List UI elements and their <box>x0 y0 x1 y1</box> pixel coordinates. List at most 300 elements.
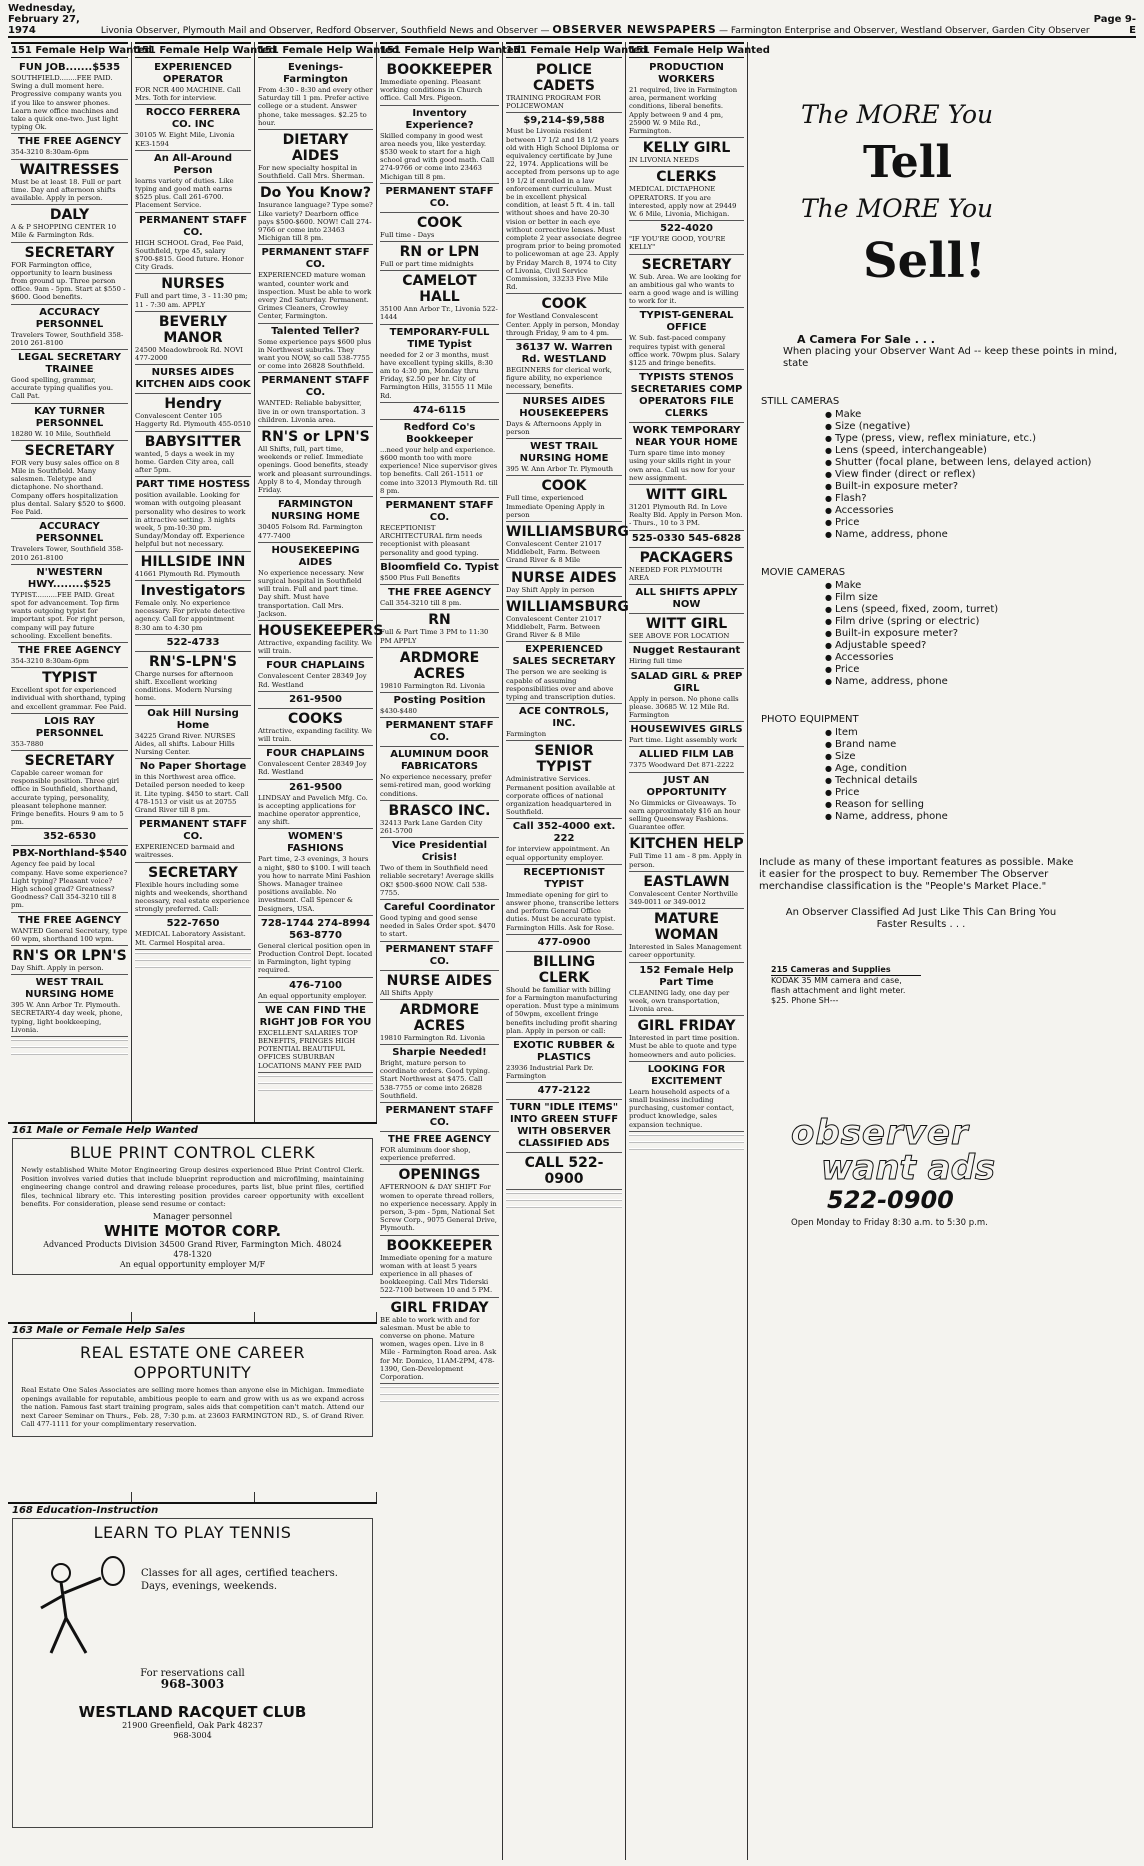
classified-ad <box>380 184 499 213</box>
classified-ad <box>135 312 251 365</box>
ad-box <box>12 1138 373 1275</box>
classified-ad <box>506 952 622 1038</box>
ad-heading: Oak Hill Nursing Home <box>147 707 239 731</box>
ad-heading: PERMANENT STAFF CO. <box>385 500 494 524</box>
ad-heading: FUN JOB.......$535 <box>18 62 121 73</box>
ad-text: An equal opportunity employer. <box>258 991 367 1000</box>
ad-heading: CLERKS <box>656 169 717 186</box>
ad-text: Apply in person. No phone calls please. 30685 W. 12 Mile Rd. Farmington <box>629 694 739 719</box>
ad-heading: ARDMORE ACRES <box>399 649 480 682</box>
column-heading: 151 Female Help Wanted <box>380 42 499 58</box>
ad-heading: RN'S-LPN'S <box>149 653 237 670</box>
ad-heading: ALLIED FILM LAB <box>639 749 734 761</box>
classified-ad <box>11 846 128 912</box>
ad-text: Convalescent Center 28349 Joy Rd. Westland <box>258 672 367 689</box>
ad-text: learns variety of duties. Like typing and good math earns $525 plus. Call 261-6700. Placement Service. <box>135 176 234 210</box>
ad-heading: Vice Presidential Crisis! <box>391 840 488 864</box>
classified-ad <box>11 975 128 1037</box>
ad-heading: 477-2122 <box>537 1085 591 1097</box>
ad-text: Convalescent Center 105 Haggerty Rd. Plymouth 455-0510 <box>135 412 251 429</box>
checklist-item: ● Size <box>825 751 1133 763</box>
classified-ad <box>135 635 251 652</box>
classified-ad <box>380 585 499 610</box>
ad-text: Interested in Sales Management career opportunity. <box>629 943 742 960</box>
ad-text: Skilled company in good west area needs you, like yesterday. $530 week to start for a high school grad with good math. Call 274-9766 or come into 23463 Michigan till 8 pm. <box>380 131 495 181</box>
ad-heading: GIRL FRIDAY <box>390 1299 489 1316</box>
ad-heading: Evenings-Farmington <box>283 62 348 85</box>
ad-heading: RN'S or LPN'S <box>261 429 370 446</box>
ad-text: WANTED: Reliable babysitter, live in or own transportation. 3 children. Livonia area. <box>258 399 366 424</box>
promo-line-1: The MORE You <box>801 100 994 129</box>
ad-text: TYPIST..........FEE PAID. Great spot for advancement. Top firm wants outgoing typist for important spot. For right person, company will pay future schooling. Excellent benefits. <box>11 590 125 640</box>
ad-heading: WEST TRAIL NURSING HOME <box>25 977 114 1001</box>
ad-heading: THE FREE AGENCY <box>18 644 121 656</box>
checklist-item: ● Type (press, view, reflex miniature, etc.) <box>825 433 1133 445</box>
ad-text: Full & Part Time 3 PM to 11:30 PM APPLY <box>380 628 489 645</box>
ad-box <box>12 1518 373 1828</box>
classified-ad <box>629 370 744 423</box>
tennis-ad <box>8 1502 377 1860</box>
classified-ad <box>380 693 499 718</box>
ad-heading: THE FREE AGENCY <box>18 136 121 148</box>
classified-ad <box>506 1153 622 1190</box>
classified-ad <box>380 747 499 801</box>
classified-ad <box>506 704 622 741</box>
ad-heading: SENIOR TYPIST <box>534 743 594 776</box>
classified-ad <box>380 1298 499 1385</box>
ad-heading: Inventory Experience? <box>405 107 474 131</box>
ad-heading: THE FREE AGENCY <box>18 914 121 926</box>
ad-text: W. Sub. fast-paced company requires typist with general office work. 70wpm plus. Salary $125 and fringe benefits. <box>629 334 740 368</box>
ad-text: WANTED General Secretary, type 60 wpm, shorthand 100 wpm. <box>11 926 128 943</box>
promo-tagline: An Observer Classified Ad Just Like This Can Bring You Faster Results . . . <box>785 907 1057 930</box>
ad-text: Excellent spot for experienced individual with shorthand, typing and excellent grammar. Fee Paid. <box>11 686 127 711</box>
page-header <box>8 3 1136 38</box>
ad-heading: Call 352-4000 ext. 222 <box>512 821 616 845</box>
ad-text: Good typing and good sense needed in Sales Order spot. $470 to start. <box>380 913 496 939</box>
classified-ad <box>380 213 499 242</box>
ad-heading: FOUR CHAPLAINS <box>266 660 365 672</box>
ad-text: General clerical position open in Production Control Dept. located in Farmington, light typing required. <box>258 941 373 975</box>
ad-text: HIGH SCHOOL Grad, Fee Paid, Southfield, type 45, salary $700-$815. Good future. Honor City Grads. <box>135 238 244 272</box>
classified-ad <box>11 60 128 134</box>
camera-note: When placing your Observer Want Ad -- keep these points in mind, state <box>783 346 1118 369</box>
promo-sell: Sell! <box>863 233 986 289</box>
ad-heading: RN or LPN <box>399 244 480 261</box>
checklist-item: ● Name, address, phone <box>825 811 1133 823</box>
page-number: Page 9-E <box>1093 14 1136 36</box>
checklist-item: ● Flash? <box>825 493 1133 505</box>
checklist-item: ● Price <box>825 787 1133 799</box>
ad-heading: N'WESTERN HWY........$525 <box>27 566 112 590</box>
checklist-item: ● Technical details <box>825 775 1133 787</box>
fine-print-filler <box>11 1039 128 1057</box>
classified-ad <box>506 340 622 394</box>
classified-ad <box>629 963 744 1017</box>
logo-hours: Open Monday to Friday 8:30 a.m. to 5:30 p.m. <box>791 1218 988 1228</box>
checklist-item: ● Item <box>825 727 1133 739</box>
ad-text: position available. Looking for woman with outgoing pleasant personality who desires to work in attractive setting. 3 nights week, 5 pm-10:30 pm. Sunday/Monday off. Experience helpful but not necessary. <box>135 491 246 549</box>
ad-text: FOR NCR 400 MACHINE. Call Mrs. Toth for interview. <box>135 86 241 103</box>
ad-text: Immediate opening. Pleasant working conditions in Church office. Call Mrs. Pigeon. <box>380 78 483 103</box>
ad-text: BE able to work with and for salesman. Must be able to converse on phone. Mature women, wages open. Live in 8 Mile - Farmington Road area. Ask for Mr. Domico, 11AM-2PM, 478-1390, Gen-Development Corporation. <box>380 1315 497 1382</box>
classified-ad <box>11 404 128 441</box>
ad-heading: TYPIST <box>42 670 97 687</box>
ad-heading: SECRETARY <box>24 752 115 769</box>
ad-text: Must be at least 18. Full or part time. Day and afternoon shifts available. Apply in person. <box>11 177 122 203</box>
classified-ad <box>380 971 499 1000</box>
classified-ad <box>135 759 251 817</box>
ad-text: CLEANING lady, one day per week, own transportation, Livonia area. <box>629 988 730 1013</box>
fine-print-filler <box>258 1075 373 1093</box>
ad-text: 34225 Grand River. NURSES Aides, all shifts. Labour Hills Nursing Center. <box>135 731 236 756</box>
club-address: 21900 Greenfield, Oak Park 48237 <box>122 1721 263 1730</box>
photo-equipment-heading: PHOTO EQUIPMENT <box>761 714 859 725</box>
ad-text: FOR Farmington office, opportunity to learn business from ground up. Three person office. 9am - 5pm. Start at $550 - $600. Good benefits. <box>11 260 126 302</box>
classified-ad <box>506 439 622 476</box>
checklist-item: ● Film size <box>825 592 1133 604</box>
promo-column <box>748 42 1136 1860</box>
club-name: WESTLAND RACQUET CLUB <box>78 1703 307 1721</box>
ad-heading: $9,214-$9,588 <box>523 115 605 127</box>
ad-text: Flexible hours including some nights and weekends, shorthand necessary, real estate experience strongly preferred. Call: <box>135 880 250 914</box>
classified-ad <box>11 946 128 975</box>
ad-heading: LEGAL SECRETARY TRAINEE <box>17 352 122 376</box>
reservation-phone: 968-3003 <box>160 1677 225 1691</box>
checklist-item: ● Accessories <box>825 652 1133 664</box>
ad-heading: NURSE AIDES <box>386 972 493 989</box>
classified-ad <box>11 668 128 714</box>
ad-heading: BABYSITTER <box>144 433 242 450</box>
classified-ad <box>629 669 744 723</box>
sample-ad <box>771 965 921 1006</box>
ad-text: Should be familiar with billing for a Farmington manufacturing operation. Must type a minimum of 50wpm, excellent fringe benefits including profit sharing plan. Apply in person or call: <box>506 985 619 1035</box>
ad-heading: HILLSIDE INN <box>140 553 246 570</box>
classified-ad <box>11 441 128 519</box>
promo-paragraph: Include as many of these important features as possible. Make it easier for the prospect to buy. Remember The Observer merchandise classification is the "People's Market Place." <box>759 857 1074 892</box>
classified-ad <box>11 350 128 404</box>
checklist-item: ● View finder (direct or reflex) <box>825 469 1133 481</box>
logo-line-1: observer <box>791 1113 969 1153</box>
ad-heading: 261-9500 <box>289 693 342 705</box>
ad-heading: Do You Know? <box>260 185 371 202</box>
checklist-item: ● Name, address, phone <box>825 529 1133 541</box>
classified-ad <box>258 373 373 427</box>
classified-ad <box>258 324 373 374</box>
ad-heading: MATURE WOMAN <box>654 911 719 944</box>
classified-ad <box>380 1165 499 1235</box>
observer-want-ads-logo <box>791 1113 1031 1228</box>
ad-text: 41661 Plymouth Rd. Plymouth <box>135 569 240 578</box>
classified-ad <box>629 60 744 138</box>
checklist-item: ● Price <box>825 517 1133 529</box>
classified-ad <box>629 872 744 909</box>
classified-ad <box>135 60 251 105</box>
ad-text: Attractive, expanding facility. We will train. <box>258 726 372 743</box>
column-heading: 151 Female Help Wanted <box>258 42 373 58</box>
photo-equipment-list <box>825 727 1133 823</box>
classified-ad <box>629 909 744 962</box>
ad-text: Full or part time midnights <box>380 260 474 269</box>
ad-text: 18280 W. 10 Mile, Southfield <box>11 429 111 438</box>
blueprint-clerk-ad <box>8 1122 377 1312</box>
classified-ad <box>135 863 251 917</box>
ad-text: Day Shift Apply in person <box>506 585 595 594</box>
ad-heading: HOUSEKEEPING AIDES <box>271 544 360 568</box>
classified-ad <box>380 242 499 271</box>
ad-text: Part time. Light assembly work <box>629 736 737 745</box>
ad-text: Full time - Days <box>380 230 435 239</box>
ad-text: Travelers Tower, Southfield 358-2010 261-8100 <box>11 545 124 562</box>
ad-text: TRAINING PROGRAM FOR POLICEWOMAN <box>506 94 601 111</box>
classified-ad <box>506 1083 622 1100</box>
ad-heading: THE FREE AGENCY <box>388 1133 491 1145</box>
classified-ad <box>258 427 373 497</box>
ad-text: 24500 Meadowbrook Rd. NOVI 477-2000 <box>135 345 243 363</box>
classified-ad <box>135 706 251 760</box>
company-name: WHITE MOTOR CORP. <box>103 1221 282 1240</box>
column-heading: 151 Female Help Wanted <box>506 42 622 58</box>
ad-heading: EXPERIENCED SALES SECRETARY <box>512 644 616 668</box>
ad-heading: COOKS <box>287 710 343 727</box>
classified-ad <box>629 531 744 548</box>
ad-heading: 728-1744 274-8994 563-8770 <box>260 917 371 941</box>
ad-heading: NURSE AIDES <box>511 569 617 586</box>
classified-ad <box>380 1000 499 1045</box>
ad-heading: SALAD GIRL & PREP GIRL <box>630 670 743 694</box>
ad-text: All Shifts Apply <box>380 988 434 997</box>
classified-ad <box>135 477 251 551</box>
ad-body: Real Estate One Sales Associates are selling more homes than anyone else in Michigan. Immediate openings available for reputable, ambitious people to earn and grow with us as we expand across the nation. Famous fast start training program, sales aids that competition can't match. Attend our next Career Seminar on Thurs., Feb. 28, 7:30 p.m. at 23603 FARMINGTON RD., S. of Grand River. Call 477-1111 for your complimentary reservation. <box>21 1386 364 1429</box>
ad-heading: NURSES AIDES KITCHEN AIDS COOK <box>135 367 251 391</box>
ad-text: 32413 Park Lane Garden City 261-5700 <box>380 818 483 835</box>
classified-ad <box>629 614 744 643</box>
still-cameras-list <box>825 409 1133 541</box>
classified-ad <box>258 183 373 245</box>
classified-ad <box>135 652 251 706</box>
ad-heading: PART TIME HOSTESS <box>135 479 251 491</box>
ad-text: ...need your help and experience. $600 month too with more experience! Nice supervisor gives top benefits. Call 261-1511 or come into 32013 Plymouth Rd. till 8 pm. <box>380 445 498 495</box>
classified-ad <box>629 773 744 835</box>
ad-body: Classes for all ages, certified teachers. Days, evenings, weekends. <box>141 1568 338 1592</box>
classified-ad <box>258 709 373 746</box>
classified-ad <box>506 819 622 864</box>
checklist-item: ● Built-in exposure meter? <box>825 481 1133 493</box>
classified-ad <box>11 134 128 159</box>
ad-heading: WITT GIRL <box>645 616 728 633</box>
checklist-item: ● Make <box>825 409 1133 421</box>
ad-heading: PERMANENT STAFF CO. <box>385 185 494 209</box>
classified-ad <box>380 648 499 693</box>
ad-heading: ACCURACY PERSONNEL <box>35 306 104 330</box>
ad-text: Full Time 11 am - 8 pm. Apply in person. <box>629 852 742 869</box>
ad-heading: BEVERLY MANOR <box>158 313 228 346</box>
ad-text: $430-$480 <box>380 706 417 715</box>
ad-text: needed for 2 or 3 months, must have excellent typing skills, 8:30 am to 4:30 pm, Monday thru Friday, $2.50 per hr. City of Farmington Hills, 31555 11 Mile Rd. <box>380 350 493 400</box>
ad-text: for interview appointment. An equal opportunity employer. <box>506 845 610 862</box>
classified-ad <box>380 1236 499 1298</box>
ad-text: A & P SHOPPING CENTER 10 Mile & Farmington Rds. <box>11 223 117 240</box>
promo-tell: Tell <box>863 137 953 188</box>
classified-ad <box>629 1016 744 1062</box>
ad-text: for Westland Convalescent Center. Apply in person, Monday through Friday, 9 am to 4 pm. <box>506 312 620 337</box>
classified-ad <box>380 271 499 324</box>
checklist-item: ● Shutter (focal plane, between lens, delayed action) <box>825 457 1133 469</box>
classified-ad <box>629 1062 744 1132</box>
checklist-item: ● Accessories <box>825 505 1133 517</box>
ad-heading: KITCHEN HELP <box>629 836 744 853</box>
classified-ad <box>506 568 622 597</box>
ad-text: FOR aluminum door shop, experience preferred. <box>380 1145 471 1163</box>
ad-heading: SECRETARY <box>24 244 115 261</box>
ad-heading: BOOKKEEPER <box>386 1237 493 1254</box>
ad-text: SEE ABOVE FOR LOCATION <box>629 632 730 641</box>
ad-heading: Bloomfield Co. Typist <box>380 561 499 573</box>
ad-text: Must be Livonia resident between 17 1/2 and 18 1/2 years old with High School Diploma or equivalency certificate by June 22, 1974. Applications will be accepted from persons up to age 19 1/2 if enrolled in a law enforcement curriculum. Must be in excellent physical condition, at least 5 ft. 4 in. tall without shoes and have 20-30 vision or better in each eye without corrective lenses. Must complete 2 year associate degree program prior to being promoted to policewoman at age 23. Apply by Friday March 8, 1974 to City of Livonia, Civil Service Commission, 33233 Five Mile Rd. <box>506 127 622 292</box>
column-6 <box>626 42 770 1860</box>
promo-line-2: The MORE You <box>801 194 994 223</box>
ad-heading: 36137 W. Warren Rd. WESTLAND <box>515 342 613 366</box>
classified-ad <box>506 60 622 113</box>
ad-heading: PERMANENT STAFF CO. <box>385 1104 494 1128</box>
classified-ad <box>629 221 744 254</box>
fine-print-filler <box>629 1134 744 1152</box>
classified-ad <box>506 597 629 643</box>
classified-ad <box>629 585 744 614</box>
fine-print-filler <box>506 1192 622 1210</box>
ad-text: Farmington <box>506 730 547 739</box>
column-heading: 151 Female Help Wanted <box>11 42 128 58</box>
movie-cameras-list <box>825 580 1133 688</box>
ad-heading: 261-9500 <box>289 781 342 793</box>
ad-text: Immediate opening for girl to answer phone, transcribe letters and perform General Office duties. Must be accurate typist. Farmington Hills. Ask for Rose. <box>506 890 619 932</box>
classified-ad <box>380 560 499 585</box>
ad-text: Bright, mature person to coordinate orders. Good typing. Start Northwest at $475. Call 538-7755 or come into 26828 Southfield. <box>380 1058 490 1100</box>
ad-heading: Talented Teller? <box>271 325 360 337</box>
ad-heading: BILLING CLERK <box>532 953 596 986</box>
classified-ad <box>258 780 373 830</box>
classified-ad <box>380 610 499 647</box>
ad-text: All Shifts, full, part time, weekends or relief. Immediate openings. Good benefits, steady work and pleasant surroundings. Apply 8 to 4, Monday through Friday. <box>258 445 372 495</box>
ad-heading: WEST TRAIL NURSING HOME <box>519 441 609 465</box>
logo-line-2: want ads <box>821 1148 996 1188</box>
classified-ad <box>11 714 128 751</box>
classified-ad <box>258 60 373 130</box>
classified-ad <box>258 978 373 1003</box>
classified-ad <box>11 205 128 242</box>
classified-ad <box>380 801 499 838</box>
classified-ad <box>11 243 128 305</box>
ad-heading: WILLIAMSBURG <box>506 523 629 540</box>
ad-text: 31201 Plymouth Rd. In Love Realty Bld. Apply in Person Mon. - Thurs., 10 to 3 PM. <box>629 503 743 528</box>
ad-text: Some experience pays $600 plus in Northwest suburbs. They want you NOW, so call 538-7755 or come into 26828 Southfield. <box>258 337 372 371</box>
ad-text: Insurance language? Type some? Like variety? Dearborn office pays $500-$600. NOW! Call 274-9766 or come into 23463 Michigan till 8 pm. <box>258 201 373 243</box>
classified-ad <box>506 741 622 819</box>
ad-text: EXCELLENT SALARIES TOP BENEFITS, FRINGES HIGH POTENTIAL BEAUTIFUL OFFICES SUBURBAN LOCATIONS MANY FEE PAID <box>258 1028 362 1070</box>
ad-text: Good spelling, grammar, accurate typing qualifies you. Call Pat. <box>11 376 114 401</box>
reservation-label: For reservations call <box>140 1668 245 1679</box>
ad-heading: PERMANENT STAFF CO. <box>138 214 248 238</box>
classified-ad <box>506 522 629 568</box>
section-heading: 163 Male or Female Help Sales <box>12 1325 186 1336</box>
papers-right: Farmington Enterprise and Observer, Westland Observer, Garden City Observer <box>730 26 1090 36</box>
ad-text: Administrative Services. Permanent position available at corporate offices of national organization headquartered in Southfield. <box>506 775 616 817</box>
ad-heading: THE FREE AGENCY <box>388 587 491 599</box>
ad-text: For new specialty hospital in Southfield. Call Mrs. Sherman. <box>258 164 365 181</box>
classified-ad <box>506 642 622 704</box>
classified-ad <box>506 935 622 952</box>
ad-heading: TEMPORARY-FULL TIME Typist <box>389 326 490 350</box>
classified-ad <box>380 325 499 403</box>
ad-heading: 522-4733 <box>166 636 220 648</box>
ad-heading: RN <box>428 612 451 629</box>
masthead: Livonia Observer, Plymouth Mail and Observer, Redford Observer, Southfield News and Observer — OBSERVER NEWSPAPERS — Farmington Enterprise and Observer, Westland Observer, Garden City Observer <box>100 23 1090 36</box>
classified-ad <box>135 552 251 581</box>
column-heading: 151 Female Help Wanted <box>135 42 251 58</box>
classified-ad <box>506 1100 622 1153</box>
classified-ad <box>258 829 373 915</box>
classified-ad <box>380 1103 499 1132</box>
classified-ad <box>258 497 373 542</box>
ad-heading: 152 Female Help Part Time <box>639 964 734 988</box>
ad-heading: PBX-Northland-$540 <box>12 848 127 860</box>
ad-box <box>12 1338 373 1437</box>
classified-ad <box>258 130 373 183</box>
ad-text: RECEPTIONIST ARCHITECTURAL firm needs receptionist with pleasant personality and good typing. <box>380 524 483 557</box>
checklist-item: ● Price <box>825 664 1133 676</box>
ad-text: No Gimmicks or Giveaways. To earn approximately $16 an hour selling Queensway Fashions. Guarantee offer. <box>629 798 741 832</box>
checklist-item: ● Reason for selling <box>825 799 1133 811</box>
company-address: Advanced Products Division 34500 Grand River, Farmington Mich. 48024 <box>43 1239 342 1249</box>
ad-heading: Sharpie Needed! <box>392 1046 487 1058</box>
ad-heading: HOUSEWIVES GIRLS <box>630 724 743 736</box>
classified-ad <box>380 1045 499 1103</box>
classified-ad <box>135 432 251 478</box>
ad-text: Hiring full time <box>629 657 683 666</box>
classified-ad <box>380 718 499 747</box>
ad-heading: POLICE CADETS <box>533 62 595 94</box>
ad-heading: Posting Position <box>393 694 486 706</box>
ad-text: BEGINNERS for clerical work, figure ability, no experience necessary, benefits. <box>506 366 612 391</box>
ad-heading: DIETARY AIDES <box>282 132 349 165</box>
ad-heading: DALY <box>49 207 90 224</box>
classified-ad <box>380 420 499 498</box>
sample-ad-heading: 215 Cameras and Supplies <box>771 965 921 976</box>
ad-heading: An All-Around Person <box>153 152 233 176</box>
tennis-player-icon <box>21 1553 141 1663</box>
ad-text: Travelers Tower, Southfield 358-2010 261-8100 <box>11 330 124 347</box>
classified-ad <box>11 829 128 846</box>
ad-text: 23936 Industrial Park Dr. Farmington <box>506 1064 594 1081</box>
ad-text: "IF YOU'RE GOOD, YOU'RE KELLY" <box>629 235 726 252</box>
ad-heading: TURN "IDLE ITEMS" INTO GREEN STUFF WITH OBSERVER CLASSIFIED ADS <box>509 1102 619 1150</box>
checklist-item: ● Name, address, phone <box>825 676 1133 688</box>
classified-ad <box>135 105 251 150</box>
ad-heading: WITT GIRL <box>645 487 728 504</box>
ad-heading: WOMEN'S FASHIONS <box>287 831 344 855</box>
ad-heading: NURSES AIDES HOUSEKEEPERS <box>519 395 609 419</box>
ad-heading: 522-7650 <box>166 918 220 930</box>
classified-ad <box>629 167 744 221</box>
ad-heading: PERMANENT STAFF CO. <box>261 375 370 399</box>
classified-ad <box>506 394 622 439</box>
ad-heading: EXOTIC RUBBER & PLASTICS <box>513 1040 615 1063</box>
ad-heading: PACKAGERS <box>639 549 734 566</box>
ad-text: $500 Plus Full Benefits <box>380 573 461 582</box>
ad-heading: 522-4020 <box>660 223 713 235</box>
ad-heading: NURSES <box>161 276 225 293</box>
ad-text: Two of them in Southfield need reliable secretary! Average skills OK! $500-$600 NOW. Call 538-7755. <box>380 864 494 897</box>
